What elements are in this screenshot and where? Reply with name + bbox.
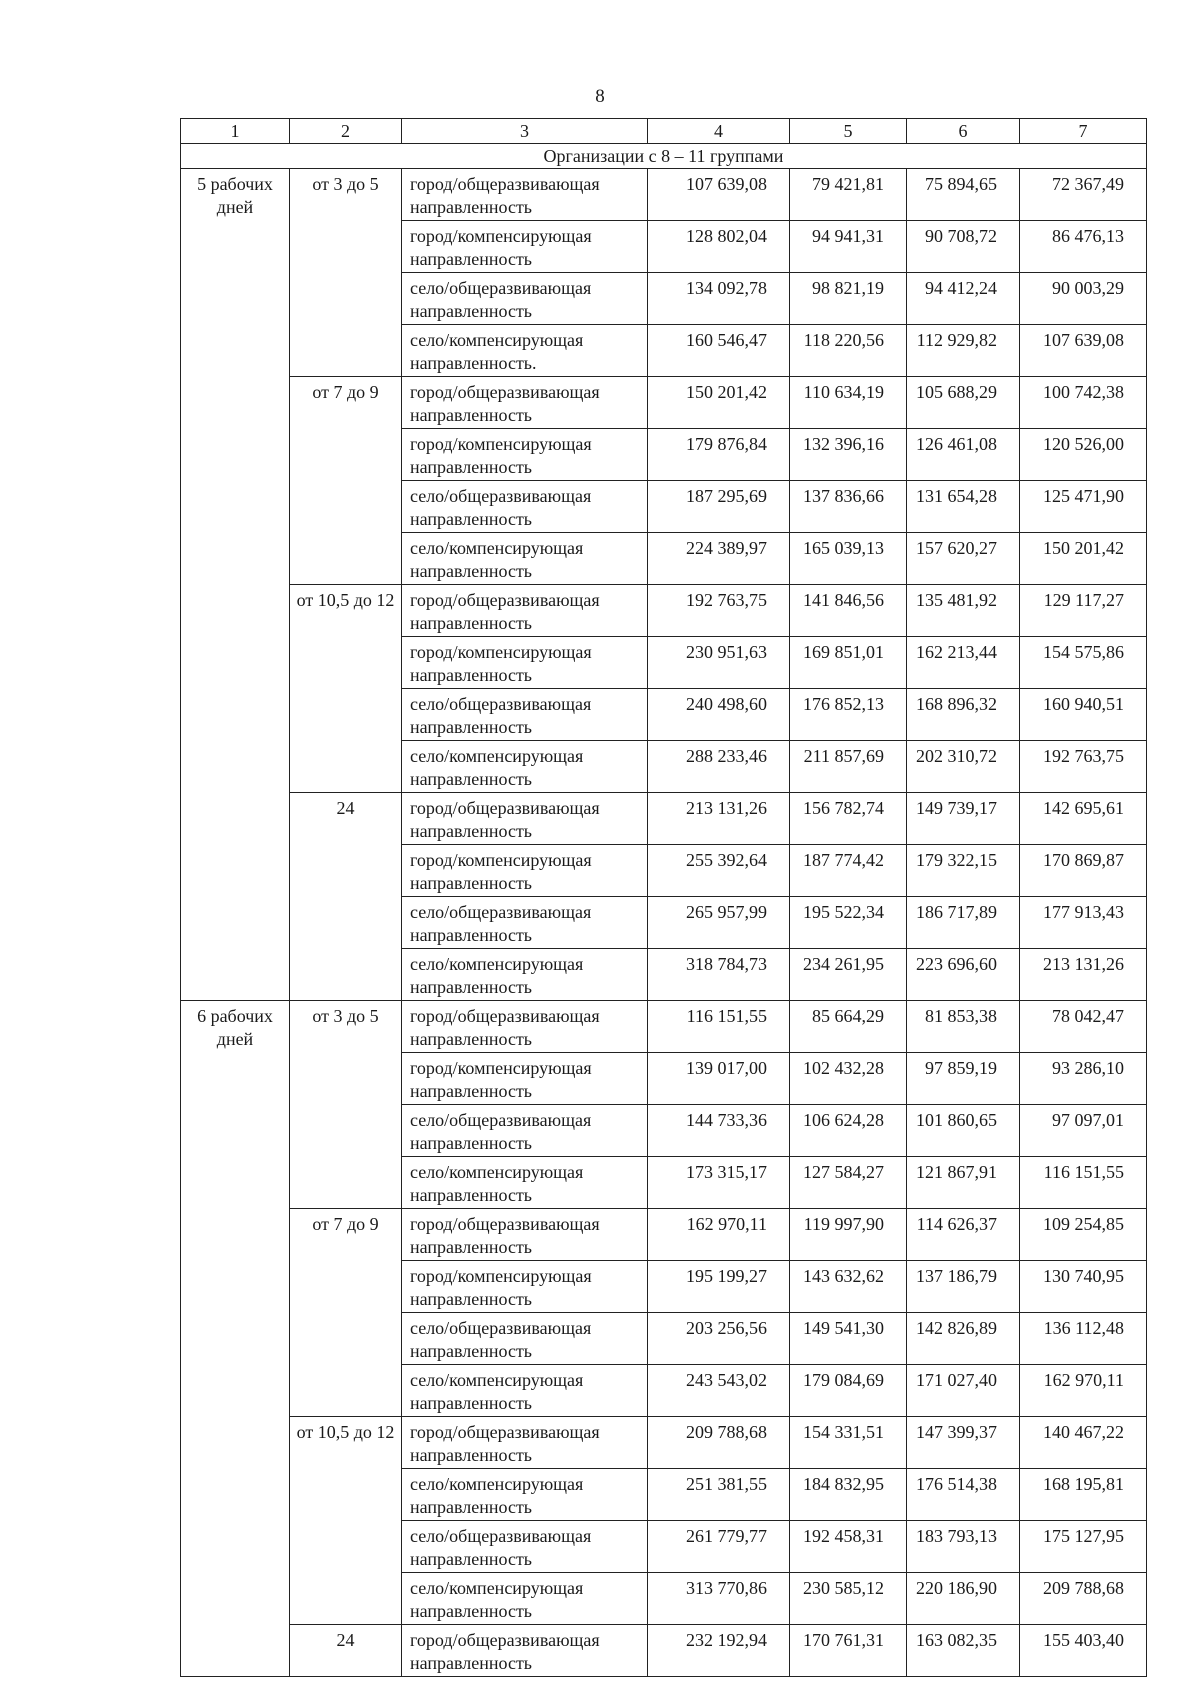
column-number-row [181,119,1147,144]
amount-cell: 187 295,69 [648,481,790,533]
orientation-cell: село/компенсирующая направленность [402,1365,648,1417]
amount-cell: 230 585,12 [790,1573,907,1625]
amount-cell: 126 461,08 [907,429,1020,481]
amount-cell: 90 003,29 [1020,273,1147,325]
orientation-cell: село/общеразвивающая направленность [402,1521,648,1573]
amount-cell: 112 929,82 [907,325,1020,377]
amount-cell: 195 522,34 [790,897,907,949]
amount-cell: 79 421,81 [790,169,907,221]
orientation-cell: город/общеразвивающая направленность [402,1625,648,1677]
amount-cell: 171 027,40 [907,1365,1020,1417]
amount-cell: 183 793,13 [907,1521,1020,1573]
amount-cell: 121 867,91 [907,1157,1020,1209]
orientation-cell: город/компенсирующая направленность [402,1053,648,1105]
table-row [181,1625,1147,1677]
amount-cell: 102 432,28 [790,1053,907,1105]
section-title: Организации с 8 – 11 группами [181,144,1147,169]
amount-cell: 213 131,26 [1020,949,1147,1001]
amount-cell: 162 213,44 [907,637,1020,689]
amount-cell: 116 151,55 [1020,1157,1147,1209]
table-row [181,169,1147,221]
amount-cell: 75 894,65 [907,169,1020,221]
amount-cell: 154 331,51 [790,1417,907,1469]
amount-cell: 224 389,97 [648,533,790,585]
amount-cell: 140 467,22 [1020,1417,1147,1469]
amount-cell: 147 399,37 [907,1417,1020,1469]
amount-cell: 150 201,42 [1020,533,1147,585]
hours-cell: от 7 до 9 [290,377,402,585]
amount-cell: 313 770,86 [648,1573,790,1625]
amount-cell: 142 826,89 [907,1313,1020,1365]
amount-cell: 119 997,90 [790,1209,907,1261]
amount-cell: 209 788,68 [648,1417,790,1469]
amount-cell: 149 739,17 [907,793,1020,845]
amount-cell: 202 310,72 [907,741,1020,793]
orientation-cell: город/компенсирующая направленность [402,637,648,689]
amount-cell: 230 951,63 [648,637,790,689]
orientation-cell: село/общеразвивающая направленность [402,689,648,741]
amount-cell: 100 742,38 [1020,377,1147,429]
orientation-cell: село/общеразвивающая направленность [402,481,648,533]
amount-cell: 129 117,27 [1020,585,1147,637]
orientation-cell: город/компенсирующая направленность [402,221,648,273]
column-number-cell: 7 [1020,119,1147,144]
amount-cell: 170 761,31 [790,1625,907,1677]
amount-cell: 220 186,90 [907,1573,1020,1625]
hours-cell: 24 [290,1625,402,1677]
amount-cell: 265 957,99 [648,897,790,949]
amount-cell: 232 192,94 [648,1625,790,1677]
amount-cell: 168 195,81 [1020,1469,1147,1521]
amount-cell: 78 042,47 [1020,1001,1147,1053]
amount-cell: 186 717,89 [907,897,1020,949]
working-days-cell: 5 рабочих дней [181,169,290,1001]
table-row [181,1417,1147,1469]
orientation-cell: город/общеразвивающая направленность [402,1001,648,1053]
amount-cell: 192 763,75 [1020,741,1147,793]
amount-cell: 93 286,10 [1020,1053,1147,1105]
amount-cell: 125 471,90 [1020,481,1147,533]
orientation-cell: город/общеразвивающая направленность [402,377,648,429]
orientation-cell: село/компенсирующая направленность [402,1157,648,1209]
amount-cell: 107 639,08 [648,169,790,221]
column-number-cell: 3 [402,119,648,144]
orientation-cell: село/общеразвивающая направленность [402,897,648,949]
amount-cell: 120 526,00 [1020,429,1147,481]
amount-cell: 184 832,95 [790,1469,907,1521]
amount-cell: 192 763,75 [648,585,790,637]
amount-cell: 150 201,42 [648,377,790,429]
amount-cell: 142 695,61 [1020,793,1147,845]
tariff-table [180,118,1147,1677]
amount-cell: 144 733,36 [648,1105,790,1157]
amount-cell: 177 913,43 [1020,897,1147,949]
amount-cell: 154 575,86 [1020,637,1147,689]
amount-cell: 97 097,01 [1020,1105,1147,1157]
amount-cell: 170 869,87 [1020,845,1147,897]
amount-cell: 243 543,02 [648,1365,790,1417]
column-number-cell: 1 [181,119,290,144]
amount-cell: 135 481,92 [907,585,1020,637]
amount-cell: 157 620,27 [907,533,1020,585]
orientation-cell: город/общеразвивающая направленность [402,1417,648,1469]
amount-cell: 141 846,56 [790,585,907,637]
amount-cell: 86 476,13 [1020,221,1147,273]
amount-cell: 176 514,38 [907,1469,1020,1521]
amount-cell: 81 853,38 [907,1001,1020,1053]
column-number-cell: 2 [290,119,402,144]
table-row [181,793,1147,845]
amount-cell: 251 381,55 [648,1469,790,1521]
amount-cell: 162 970,11 [1020,1365,1147,1417]
orientation-cell: село/компенсирующая направленность. [402,325,648,377]
orientation-cell: село/общеразвивающая направленность [402,1313,648,1365]
amount-cell: 179 322,15 [907,845,1020,897]
amount-cell: 155 403,40 [1020,1625,1147,1677]
amount-cell: 94 412,24 [907,273,1020,325]
section-title-row [181,144,1147,169]
amount-cell: 176 852,13 [790,689,907,741]
amount-cell: 213 131,26 [648,793,790,845]
amount-cell: 132 396,16 [790,429,907,481]
amount-cell: 163 082,35 [907,1625,1020,1677]
column-number-cell: 5 [790,119,907,144]
amount-cell: 156 782,74 [790,793,907,845]
amount-cell: 255 392,64 [648,845,790,897]
orientation-cell: село/общеразвивающая направленность [402,273,648,325]
orientation-cell: город/компенсирующая направленность [402,429,648,481]
orientation-cell: город/компенсирующая направленность [402,845,648,897]
amount-cell: 131 654,28 [907,481,1020,533]
amount-cell: 223 696,60 [907,949,1020,1001]
amount-cell: 143 632,62 [790,1261,907,1313]
amount-cell: 195 199,27 [648,1261,790,1313]
amount-cell: 179 876,84 [648,429,790,481]
amount-cell: 165 039,13 [790,533,907,585]
table-row [181,1209,1147,1261]
amount-cell: 110 634,19 [790,377,907,429]
table-row [181,1001,1147,1053]
amount-cell: 168 896,32 [907,689,1020,741]
orientation-cell: город/общеразвивающая направленность [402,169,648,221]
orientation-cell: село/компенсирующая направленность [402,741,648,793]
orientation-cell: село/компенсирующая направленность [402,1469,648,1521]
column-number-cell: 4 [648,119,790,144]
amount-cell: 160 546,47 [648,325,790,377]
amount-cell: 72 367,49 [1020,169,1147,221]
amount-cell: 175 127,95 [1020,1521,1147,1573]
orientation-cell: город/общеразвивающая направленность [402,585,648,637]
amount-cell: 162 970,11 [648,1209,790,1261]
amount-cell: 107 639,08 [1020,325,1147,377]
amount-cell: 118 220,56 [790,325,907,377]
orientation-cell: город/общеразвивающая направленность [402,793,648,845]
column-number-cell: 6 [907,119,1020,144]
amount-cell: 234 261,95 [790,949,907,1001]
amount-cell: 211 857,69 [790,741,907,793]
amount-cell: 105 688,29 [907,377,1020,429]
amount-cell: 106 624,28 [790,1105,907,1157]
amount-cell: 149 541,30 [790,1313,907,1365]
orientation-cell: село/компенсирующая направленность [402,533,648,585]
amount-cell: 288 233,46 [648,741,790,793]
hours-cell: 24 [290,793,402,1001]
hours-cell: от 7 до 9 [290,1209,402,1417]
amount-cell: 209 788,68 [1020,1573,1147,1625]
amount-cell: 97 859,19 [907,1053,1020,1105]
amount-cell: 101 860,65 [907,1105,1020,1157]
orientation-cell: город/компенсирующая направленность [402,1261,648,1313]
amount-cell: 139 017,00 [648,1053,790,1105]
amount-cell: 85 664,29 [790,1001,907,1053]
amount-cell: 127 584,27 [790,1157,907,1209]
orientation-cell: село/компенсирующая направленность [402,949,648,1001]
amount-cell: 187 774,42 [790,845,907,897]
amount-cell: 130 740,95 [1020,1261,1147,1313]
amount-cell: 114 626,37 [907,1209,1020,1261]
orientation-cell: село/компенсирующая направленность [402,1573,648,1625]
hours-cell: от 3 до 5 [290,169,402,377]
amount-cell: 128 802,04 [648,221,790,273]
page-number: 8 [595,86,605,107]
table-row [181,585,1147,637]
amount-cell: 318 784,73 [648,949,790,1001]
amount-cell: 203 256,56 [648,1313,790,1365]
amount-cell: 240 498,60 [648,689,790,741]
amount-cell: 261 779,77 [648,1521,790,1573]
amount-cell: 98 821,19 [790,273,907,325]
hours-cell: от 10,5 до 12 [290,1417,402,1625]
table-row [181,377,1147,429]
amount-cell: 109 254,85 [1020,1209,1147,1261]
orientation-cell: город/общеразвивающая направленность [402,1209,648,1261]
amount-cell: 169 851,01 [790,637,907,689]
amount-cell: 134 092,78 [648,273,790,325]
amount-cell: 192 458,31 [790,1521,907,1573]
amount-cell: 136 112,48 [1020,1313,1147,1365]
orientation-cell: село/общеразвивающая направленность [402,1105,648,1157]
working-days-cell: 6 рабочих дней [181,1001,290,1677]
amount-cell: 137 186,79 [907,1261,1020,1313]
amount-cell: 160 940,51 [1020,689,1147,741]
amount-cell: 173 315,17 [648,1157,790,1209]
amount-cell: 94 941,31 [790,221,907,273]
hours-cell: от 10,5 до 12 [290,585,402,793]
hours-cell: от 3 до 5 [290,1001,402,1209]
amount-cell: 179 084,69 [790,1365,907,1417]
amount-cell: 137 836,66 [790,481,907,533]
amount-cell: 116 151,55 [648,1001,790,1053]
amount-cell: 90 708,72 [907,221,1020,273]
